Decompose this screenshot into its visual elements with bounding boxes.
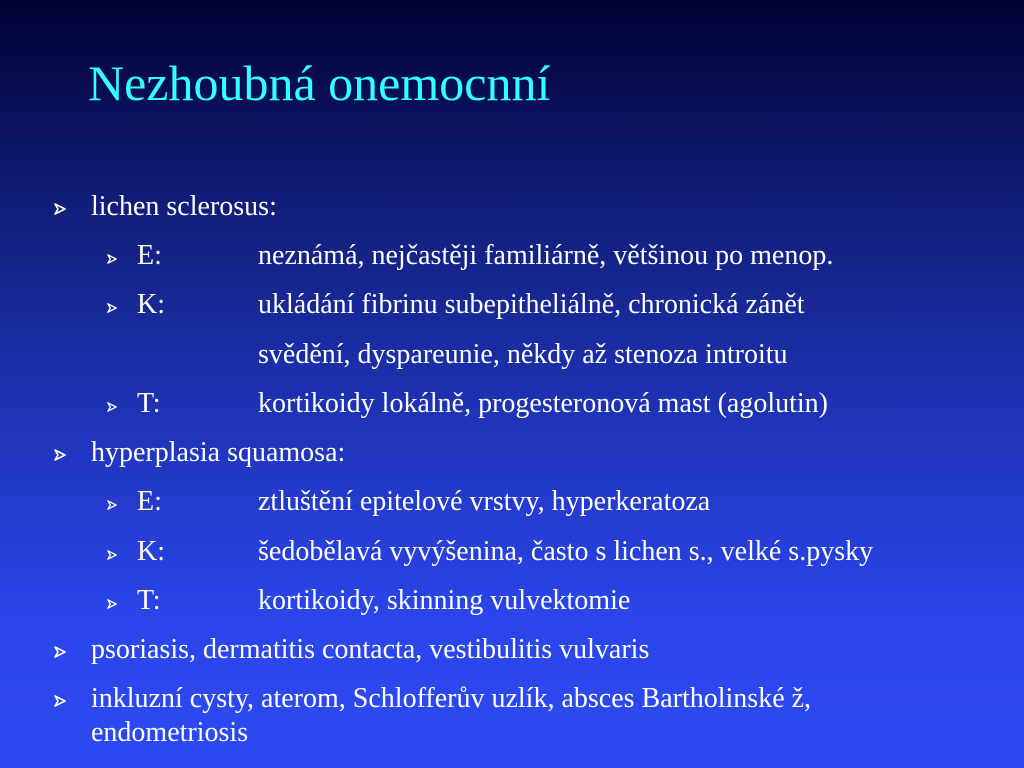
sub-bullet-text: svědění, dyspareunie, někdy až stenoza introitu [258, 339, 788, 370]
sub-bullet-key: T: [137, 585, 161, 616]
arrow-bullet-icon [107, 599, 117, 609]
sub-bullet-text: šedobělavá vyvýšenina, často s lichen s., velké s.pysky [258, 536, 874, 567]
sub-bullet-text: ukládání fibrinu subepitheliálně, chronická zánět [258, 289, 805, 320]
sub-bullet-text: ztluštění epitelové vrstvy, hyperkeratoza [258, 486, 711, 517]
arrow-bullet-icon [107, 402, 117, 412]
bullet-text: lichen sclerosus: [91, 191, 277, 222]
slide-title: Nezhoubná onemocnní [88, 55, 551, 111]
bullet-text: hyperplasia squamosa: [91, 437, 346, 468]
sub-bullet-key: T: [137, 388, 161, 419]
sub-bullet-text: neznámá, nejčastěji familiárně, většinou po menop. [258, 240, 834, 271]
sub-bullet-key: K: [137, 536, 165, 567]
bullet-text: psoriasis, dermatitis contacta, vestibulitis vulvaris [91, 634, 650, 665]
arrow-bullet-icon [107, 254, 117, 264]
arrow-bullet-icon [107, 500, 117, 510]
sub-bullet-text: kortikoidy, skinning vulvektomie [258, 585, 631, 616]
sub-bullet-key: E: [137, 240, 162, 271]
arrow-bullet-icon [54, 695, 66, 707]
sub-bullet-text: kortikoidy lokálně, progesteronová mast (agolutin) [258, 388, 828, 419]
sub-bullet-key: E: [137, 486, 162, 517]
arrow-bullet-icon [54, 646, 66, 658]
arrow-bullet-icon [54, 449, 66, 461]
arrow-bullet-icon [107, 303, 117, 313]
bullet-continuation: endometriosis [91, 717, 249, 748]
sub-bullet-key: K: [137, 289, 165, 320]
arrow-bullet-icon [107, 550, 117, 560]
bullet-text: inkluzní cysty, aterom, Schlofferův uzlík, absces Bartholinské ž, [91, 683, 812, 714]
arrow-bullet-icon [54, 203, 66, 215]
